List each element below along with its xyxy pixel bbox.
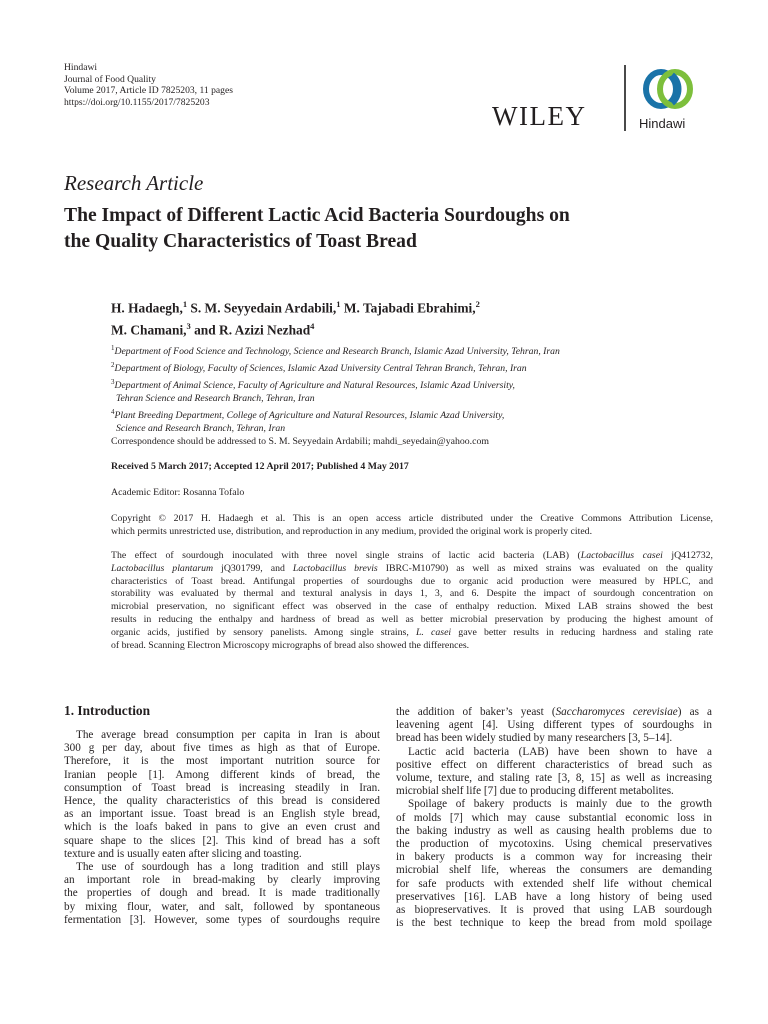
hindawi-logo-text: Hindawi [639,116,686,131]
body-line: the production of mycotoxins. Using chemical preservatives [396,838,712,851]
body-line: preservatives [16]. LAB have a long history of being used [396,890,712,903]
affiliation-text: Plant Breeding Department, College of Agriculture and Natural Resources, Islamic Azad University, [114,410,505,422]
author-name: M. Tajabadi Ebrahimi, [340,300,476,316]
abstract-line: storability was evaluated by thermal and textural analysis in days 1, 3, and 6. Despite the impact of sourdough concentration on [111,588,713,600]
body-line: Lactic acid bacteria (LAB) have been shown to have a [408,745,712,758]
abstract-line: microbial preservation, no significant effect was observed in the case of enthalpy reduction. Mixed LAB strains showed the best [111,601,713,613]
body-line: by mixing flour, water, and salt, followed by spontaneous [64,900,380,913]
abstract-text: gave better results in reducing hardness and staling rate [451,626,713,638]
author-name: and R. Azizi Nezhad [190,322,311,338]
body-column-right [396,706,712,930]
abstract-line: results in reducing the enthalpy and hardness of bread as well as better microbial preservation by producing the highest amount of [111,613,713,625]
journal-metadata [64,62,233,108]
paper-title [64,203,724,255]
body-line: Iranian people [1]. Among different kinds of bread, the [64,768,380,781]
hindawi-interlocking-rings-icon [640,66,696,112]
body-line [396,706,712,719]
publisher-name: Hindawi [64,62,98,73]
body-line: as biopreservatives. It is proved that using LAB sourdough [396,904,712,917]
body-line: is the best technique to keep the bread from mold spoilage [396,917,712,930]
volume-info: Volume 2017, Article ID 7825203, 11 pages [64,85,233,97]
academic-editor: Academic Editor: Rosanna Tofalo [111,487,245,498]
species-name: Saccharomyces cerevisiae [555,706,678,718]
affiliation-1 [111,342,711,359]
author-affiliation-number: 1 [182,299,188,309]
affiliation-number: 1 [111,344,115,352]
affiliation-4-continued: Science and Research Branch, Tehran, Iran [116,422,286,434]
body-line: positive effect on different characteristics of bread such as [396,758,712,771]
logo-divider [624,65,626,131]
body-line: Therefore, it is the most important nutrition source for [64,755,380,768]
author-affiliation-number: 3 [186,321,191,332]
body-line: fermentation [3]. However, some types of sourdoughs require [64,913,380,926]
author-affiliation-number: 4 [310,321,315,332]
body-text: ) as a [677,706,712,718]
author-affiliation-number: 1 [336,299,341,309]
title-line-2: the Quality Characteristics of Toast Bread [64,231,417,252]
abstract-line: characteristics of Toast bread. Antifungal properties of sourdoughs due to organic acid production were measured by HPLC, and [111,575,713,587]
author-list [111,295,671,340]
author-name: M. Chamani, [111,322,187,338]
affiliation-3-continued: Tehran Science and Research Branch, Tehran, Iran [116,393,315,405]
copyright-line: which permits unrestricted use, distribution, and reproduction in any medium, provided the original work is properly cited. [111,526,593,537]
affiliation-number: 3 [111,378,115,387]
body-line: the properties of dough and bread. It is made traditionally [64,887,380,900]
abstract [111,550,713,652]
body-line: The use of sourdough has a long tradition and still plays [76,861,380,874]
species-name: L. casei [415,626,452,638]
article-type: Research Article [64,171,204,195]
copyright-line: Copyright © 2017 H. Hadaegh et al. This is an open access article distributed under the Creative Commons Attribution License, [111,513,713,524]
publisher-logos [488,60,718,132]
abstract-text: jQ412732, [662,550,714,561]
affiliation-text: Department of Food Science and Technology, Science and Research Branch, Islamic Azad University, Tehran, Iran [114,346,560,358]
body-line: for safe products with extended shelf life without chemical [396,877,712,890]
species-name: Lactobacillus plantarum [111,562,214,574]
journal-name: Journal of Food Quality [64,73,156,85]
abstract-text: IBRC-M10790) as well as mixed strains was evaluated on the quality [377,562,713,574]
abstract-line: of bread. Scanning Electron Microscopy micrographs of bread also showed the differences. [111,639,470,651]
body-line: texture and is usually eaten after slicing and toasting. [64,847,302,860]
body-line: volume, texture, and staling rate [3, 8, 15] as well as increasing [396,772,712,785]
affiliation-text: Department of Biology, Faculty of Sciences, Islamic Azad University Central Tehran Branch, Tehran, Iran [114,363,527,375]
author-name: H. Hadaegh, [111,300,183,316]
body-line: Spoilage of bakery products is mainly due to the growth [408,798,712,811]
affiliation-number: 2 [111,361,115,370]
author-affiliation-number: 2 [475,299,480,309]
body-line: bread has been widely studied by many researchers [3, 5–14]. [396,732,673,745]
wiley-logo: WILEY [492,101,587,131]
body-text: the addition of baker’s yeast ( [396,706,556,718]
body-line: 300 g per day, about five times as high as that of Europe. [64,742,380,755]
body-line: square shape to the slices [2]. This kind of bread has a soft [64,834,380,847]
body-line: as an important issue. Toast bread is an English style bread, [64,808,380,821]
body-line: Hence, the quality characteristics of this bread is considered [64,795,380,808]
body-line: in bakery products is a common way for increasing their [396,851,712,864]
affiliation-text: Department of Animal Science, Faculty of Agriculture and Natural Resources, Islamic Azad University, [114,380,515,392]
body-line: microbial shelf life, whereas the consumers are demanding [396,864,712,877]
doi-link[interactable]: https://doi.org/10.1155/2017/7825203 [64,96,210,108]
body-line: microbial shelf life [7] due to producing different metabolites. [396,785,674,798]
copyright-notice [111,512,713,538]
body-line: The average bread consumption per capita in Iran is about [76,729,380,741]
section-heading: 1. Introduction [64,703,151,718]
body-line: which is the loafs baked in pans to give an even crust and [64,821,380,834]
affiliation-2 [111,359,711,376]
abstract-text: jQ301799, and [213,562,293,574]
abstract-line [111,563,713,576]
author-line-2 [111,317,671,339]
correspondence: Correspondence should be addressed to S. M. Seyyedain Ardabili; mahdi_seyedain@yahoo.com [111,436,489,447]
abstract-text: The effect of sourdough inoculated with three novel single strains of lactic acid bacteria (LAB) ( [111,550,581,561]
body-line: an important role in bread-making by clearly improving [64,874,380,887]
affiliations [111,342,711,436]
body-line: leavening agent [4]. Using different types of sourdoughs in [396,719,712,732]
affiliation-3 [111,376,711,393]
species-name: Lactobacillus brevis [292,562,378,574]
abstract-line [111,627,713,640]
author-name: S. M. Seyyedain Ardabili, [187,300,337,316]
body-line: the baking industry as well as causing health problems due to [396,824,712,837]
body-column-left [64,703,380,927]
author-line-1 [111,295,671,317]
affiliation-4 [111,406,711,423]
abstract-line [111,550,713,563]
species-name: Lactobacillus casei [580,550,663,561]
affiliation-number: 4 [111,407,115,416]
abstract-text: organic acids, justified by sensory panelists. Among single strains, [111,626,416,638]
body-line: consumption of Toast bread is increasing steadily in Iran. [64,781,380,794]
body-line: of molds [7] which may cause substantial economic loss in [396,811,712,824]
title-line-1: The Impact of Different Lactic Acid Bacteria Sourdoughs on [64,205,570,226]
publication-dates: Received 5 March 2017; Accepted 12 April 2017; Published 4 May 2017 [111,461,409,472]
